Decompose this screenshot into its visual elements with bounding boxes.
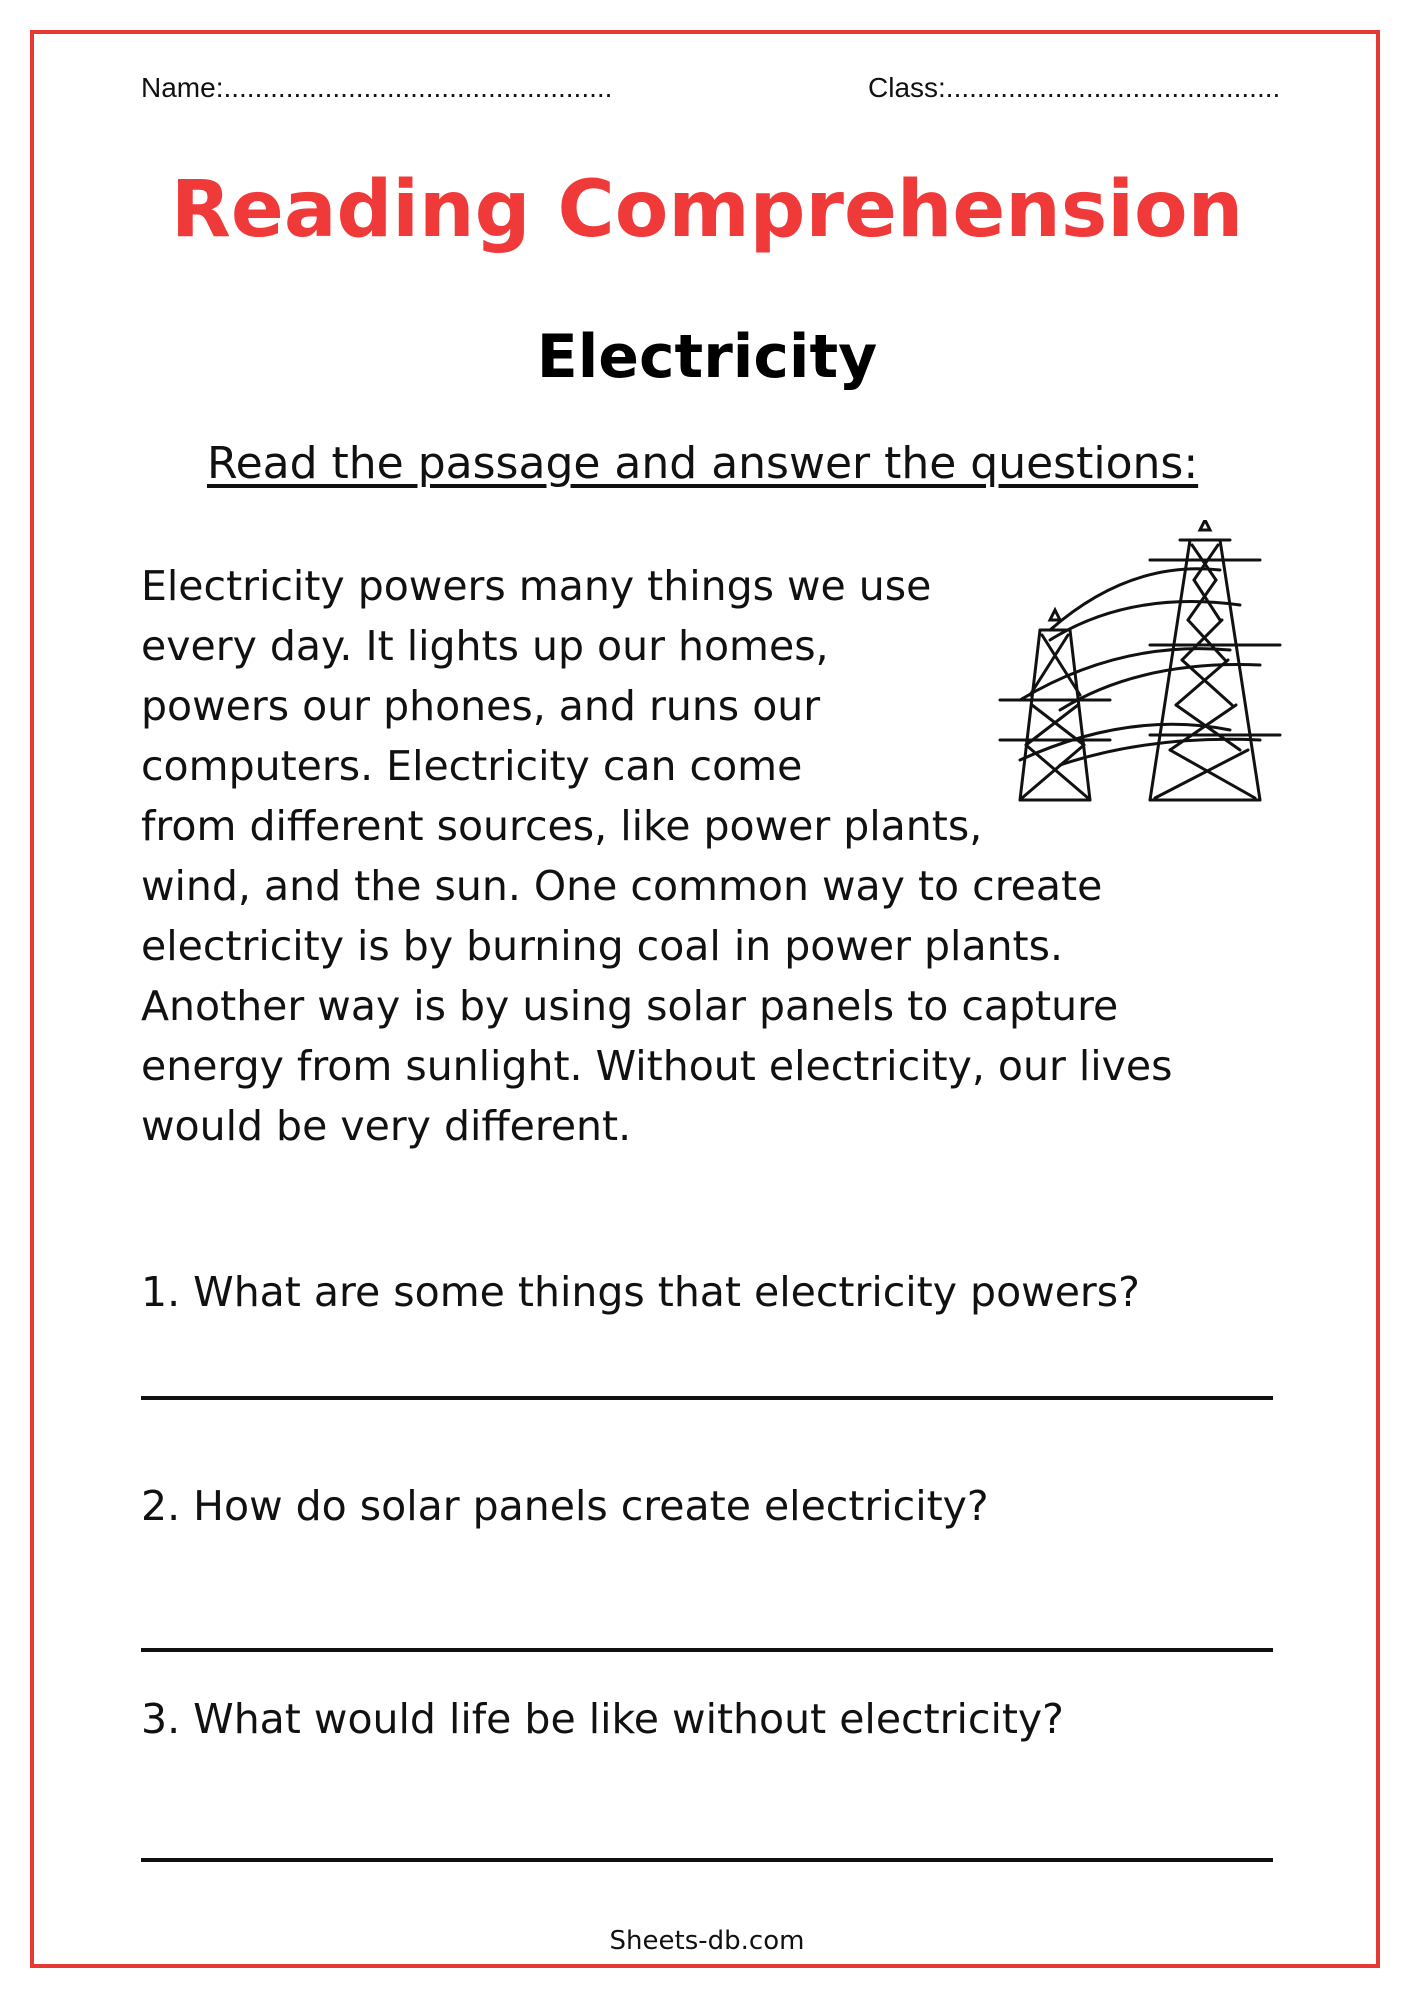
- footer-source: Sheets-db.com: [609, 1926, 805, 1956]
- passage-line: energy from sunlight. Without electricity, our lives: [141, 1042, 1173, 1090]
- name-field: Name:..................................................: [141, 72, 613, 103]
- passage-line: every day. It lights up our homes,: [141, 622, 829, 670]
- passage-line: powers our phones, and runs our: [141, 682, 821, 730]
- worksheet-title: Reading Comprehension: [170, 165, 1244, 255]
- passage-line: electricity is by burning coal in power plants.: [141, 922, 1064, 970]
- passage-line: would be very different.: [141, 1102, 632, 1150]
- instruction-text: Read the passage and answer the questions:: [207, 438, 1199, 489]
- passage-line: computers. Electricity can come: [141, 742, 803, 790]
- question-3: 3. What would life be like without electricity?: [141, 1695, 1064, 1743]
- class-field: Class:...........................................: [868, 72, 1281, 103]
- passage-topic: Electricity: [536, 322, 878, 392]
- power-tower-icon: [980, 520, 1300, 820]
- passage-line: from different sources, like power plants,: [141, 802, 983, 850]
- passage-line: Another way is by using solar panels to capture: [141, 982, 1119, 1030]
- answer-line-3[interactable]: [141, 1858, 1273, 1862]
- answer-line-1[interactable]: [141, 1396, 1273, 1400]
- answer-line-2[interactable]: [141, 1648, 1273, 1652]
- question-1: 1. What are some things that electricity powers?: [141, 1268, 1140, 1316]
- passage-line: wind, and the sun. One common way to create: [141, 862, 1103, 910]
- passage-line: Electricity powers many things we use: [141, 562, 932, 610]
- question-2: 2. How do solar panels create electricity?: [141, 1482, 989, 1530]
